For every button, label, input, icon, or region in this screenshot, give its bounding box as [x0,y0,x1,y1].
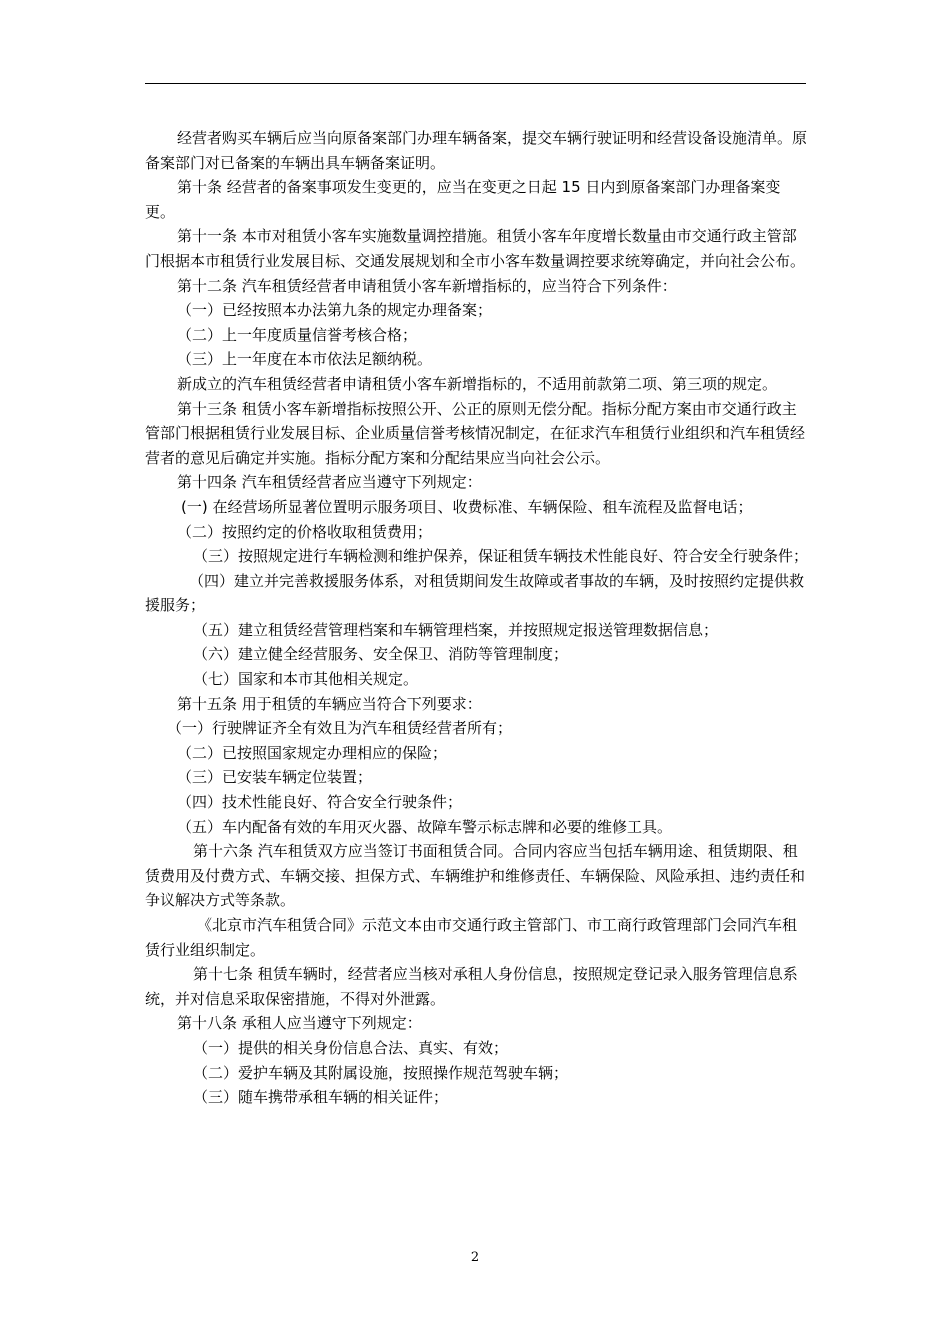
paragraph: （三）已安装车辆定位装置； [177,768,373,787]
paragraph: （四）技术性能良好、符合安全行驶条件； [177,793,463,812]
paragraph: 第十六条 汽车租赁双方应当签订书面租赁合同。合同内容应当包括车辆用途、租赁期限、租赁费用及付费方式、车辆交接、担保方式、车辆维护和维修责任、车辆保险、风险承担、违约责任和争议解决方式等条款。 [145,842,806,910]
paragraph: （三）按照规定进行车辆检测和维护保养，保证租赁车辆技术性能良好、符合安全行驶条件； [193,547,809,566]
paragraph: （二）上一年度质量信誉考核合格； [177,325,418,344]
paragraph: （七）国家和本市其他相关规定。 [193,670,419,689]
paragraph: 第十条 经营者的备案事项发生变更的，应当在变更之日起 15 日内到原备案部门办理备案变更。 [145,178,781,221]
paragraph: （三）上一年度在本市依法足额纳税。 [177,350,433,369]
paragraph: （二）已按照国家规定办理相应的保险； [177,743,448,762]
paragraph: （五）车内配备有效的车用灭火器、故障车警示标志牌和必要的维修工具。 [177,817,673,836]
paragraph: 《北京市汽车租赁合同》示范文本由市交通行政主管部门、市工商行政管理部门会同汽车租赁行业组织制定。 [145,916,798,959]
paragraph: （三）随车携带承租车辆的相关证件； [193,1088,449,1107]
paragraph: （二）爱护车辆及其附属设施，按照操作规范驾驶车辆； [193,1063,569,1082]
page-number: 2 [470,1250,480,1265]
paragraph: 第十五条 用于租赁的车辆应当符合下列要求： [177,694,482,713]
paragraph: 经营者购买车辆后应当向原备案部门办理车辆备案，提交车辆行驶证明和经营设备设施清单。原备案部门对已备案的车辆出具车辆备案证明。 [145,129,808,172]
paragraph: (一) 在经营场所显著位置明示服务项目、收费标准、车辆保险、租车流程及监督电话； [181,497,753,516]
paragraph: （六）建立健全经营服务、安全保卫、消防等管理制度； [193,645,569,664]
paragraph: 第十八条 承租人应当遵守下列规定： [177,1014,422,1033]
header-rule [145,83,806,84]
paragraph: 第十二条 汽车租赁经营者申请租赁小客车新增指标的，应当符合下列条件： [177,276,677,295]
paragraph: （一）行驶牌证齐全有效且为汽车租赁经营者所有； [167,719,513,738]
paragraph: （一）提供的相关身份信息合法、真实、有效； [193,1038,509,1057]
paragraph: （一）已经按照本办法第九条的规定办理备案； [177,301,493,320]
paragraph: 第十四条 汽车租赁经营者应当遵守下列规定： [177,473,482,492]
paragraph: 新成立的汽车租赁经营者申请租赁小客车新增指标的，不适用前款第二项、第三项的规定。 [177,374,778,393]
paragraph: （二）按照约定的价格收取租赁费用； [177,522,433,541]
paragraph: （四）建立并完善救援服务体系，对租赁期间发生故障或者事故的车辆，及时按照约定提供救援服务； [145,571,805,615]
paragraph: 第十三条 租赁小客车新增指标按照公开、公正的原则无偿分配。指标分配方案由市交通行政主管部门根据租赁行业发展目标、企业质量信誉考核情况制定，在征求汽车租赁行业组织和汽车租赁经营者的意见后确定并实施。指标分配方案和分配结果应当向社会公示。 [145,399,806,467]
paragraph: 第十一条 本市对租赁小客车实施数量调控措施。租赁小客车年度增长数量由市交通行政主管部门根据本市租赁行业发展目标、交通发展规划和全市小客车数量调控要求统筹确定，并向社会公布。 [145,227,806,270]
paragraph: （五）建立租赁经营管理档案和车辆管理档案，并按照规定报送管理数据信息； [193,620,719,639]
paragraph: 第十七条 租赁车辆时，经营者应当核对承租人身份信息，按照规定登记录入服务管理信息系统，并对信息采取保密措施，不得对外泄露。 [145,965,798,1008]
document-body [145,126,810,1110]
